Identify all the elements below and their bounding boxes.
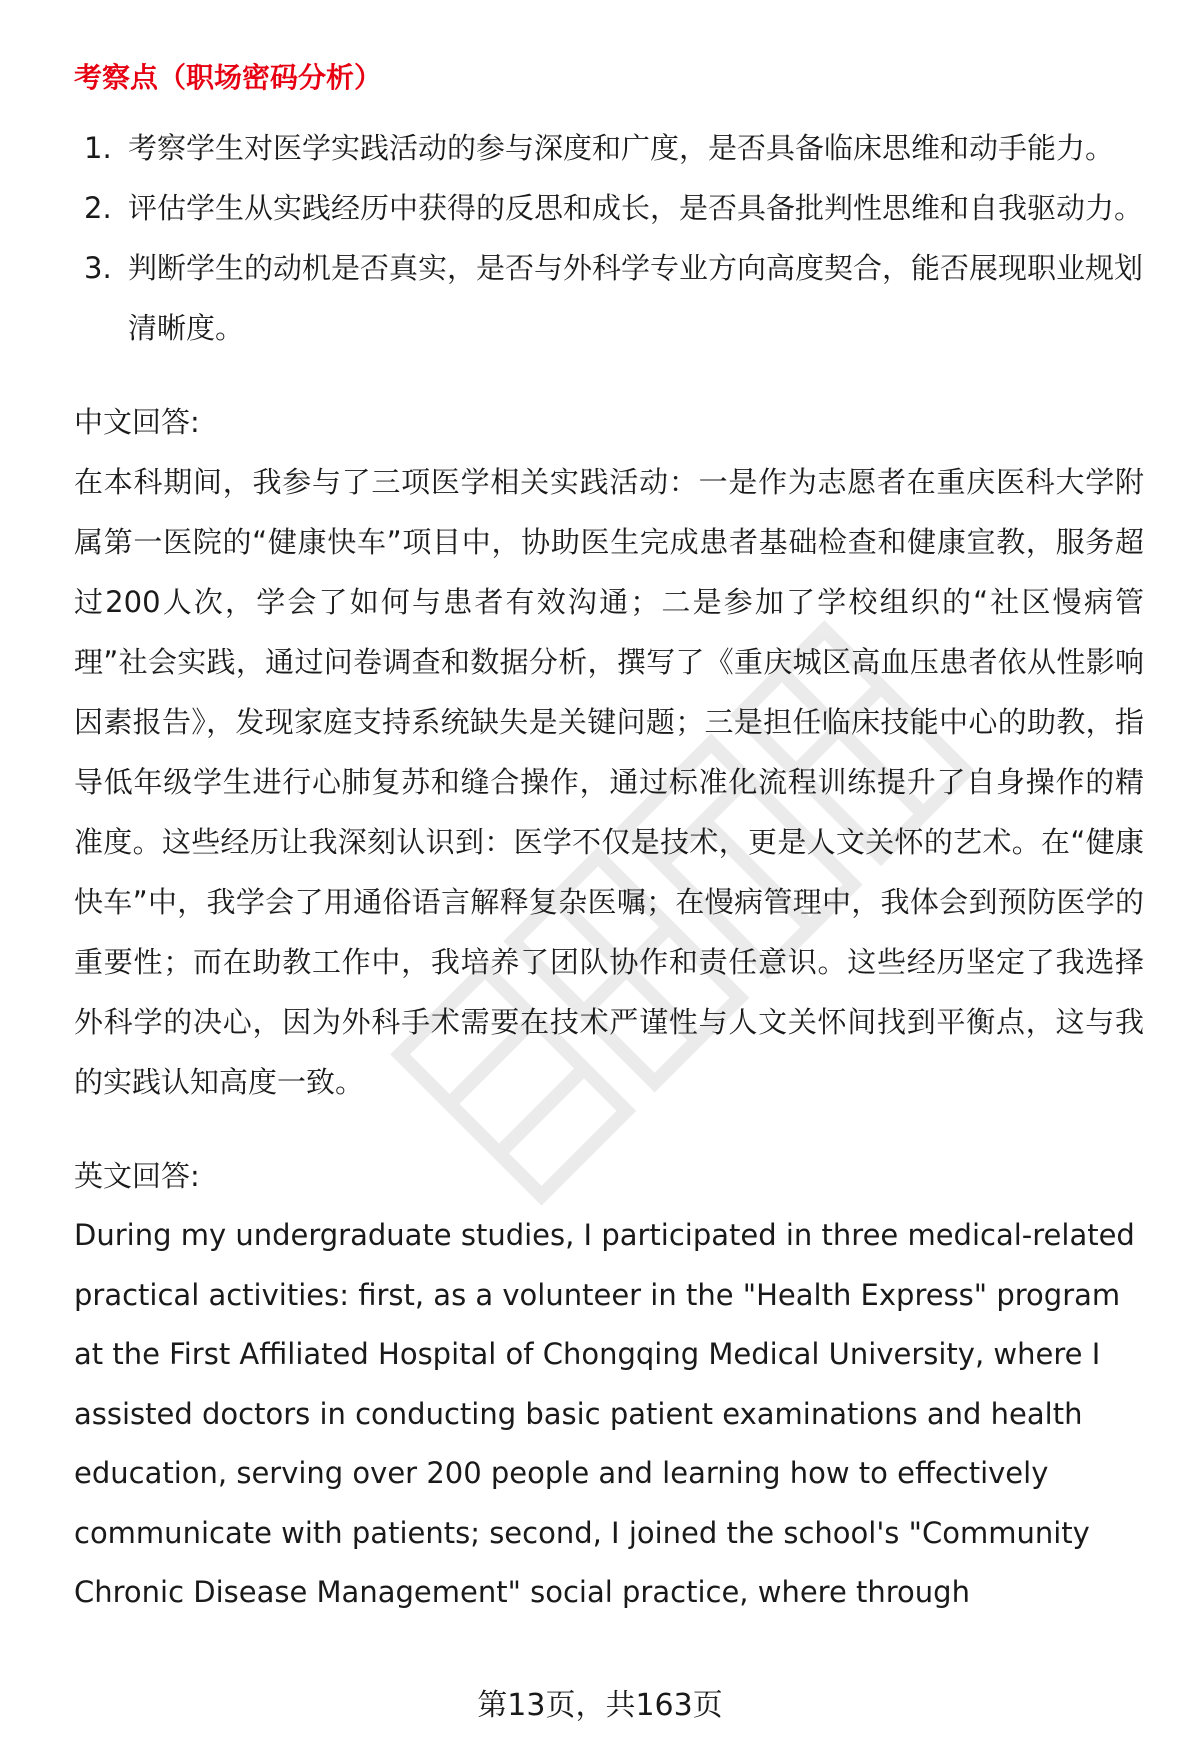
chinese-answer-body: 在本科期间，我参与了三项医学相关实践活动：一是作为志愿者在重庆医科大学附属第一医院的“健康快车”项目中，协助医生完成患者基础检查和健康宣教，服务超过200人次，学会了如何与患者有效沟通；二是参加了学校组织的“社区慢病管理”社会实践，通过问卷调查和数据分析，撰写了《重庆城区高血压患者依从性影响因素报告》，发现家庭支持系统缺失是关键问题；三是担任临床技能中心的助教，指导低年级学生进行心肺复苏和缝合操作，通过标准化流程训练提升了自身操作的精准度。这些经历让我深刻认识到：医学不仅是技术，更是人文关怀的艺术。在“健康快车”中，我学会了用通俗语言解释复杂医嘱；在慢病管理中，我体会到预防医学的重要性；而在助教工作中，我培养了团队协作和责任意识。这些经历坚定了我选择外科学的决心，因为外科手术需要在技术严谨性与人文关怀间找到平衡点，这与我的实践认知高度一致。 xyxy=(74,465,1144,1099)
document-page xyxy=(74,58,1144,1623)
english-answer-label: 英文回答: xyxy=(74,1159,200,1193)
list-item-number: 2. xyxy=(84,191,112,225)
list-item xyxy=(74,118,1144,178)
list-item-text: 评估学生从实践经历中获得的反思和成长，是否具备批判性思维和自我驱动力。 xyxy=(128,191,1144,225)
assessment-points-list xyxy=(74,118,1144,358)
english-answer-body: During my undergraduate studies, I participated in three medical-related practical activities: first, as a volunteer in the "Health Express" program at the First Affiliated Hospital of Chongqing Medical University, where I assisted doctors in conducting basic patient examinations and health education, serving over 200 people and learning how to effectively communicate with patients; second, I joined the school's "Community Chronic Disease Management" social practice, where through xyxy=(74,1218,1135,1609)
page-number-footer: 第13页，共163页 xyxy=(477,1688,723,1723)
list-item-text: 判断学生的动机是否真实，是否与外科学专业方向高度契合，能否展现职业规划清晰度。 xyxy=(128,251,1144,345)
chinese-answer-label: 中文回答: xyxy=(74,405,200,439)
list-item xyxy=(74,178,1144,238)
list-item-text: 考察学生对医学实践活动的参与深度和广度，是否具备临床思维和动手能力。 xyxy=(128,131,1115,165)
list-item-number: 1. xyxy=(84,131,112,165)
list-item xyxy=(74,238,1144,358)
list-item-number: 3. xyxy=(84,251,112,285)
section-heading: 考察点（职场密码分析） xyxy=(74,61,383,94)
